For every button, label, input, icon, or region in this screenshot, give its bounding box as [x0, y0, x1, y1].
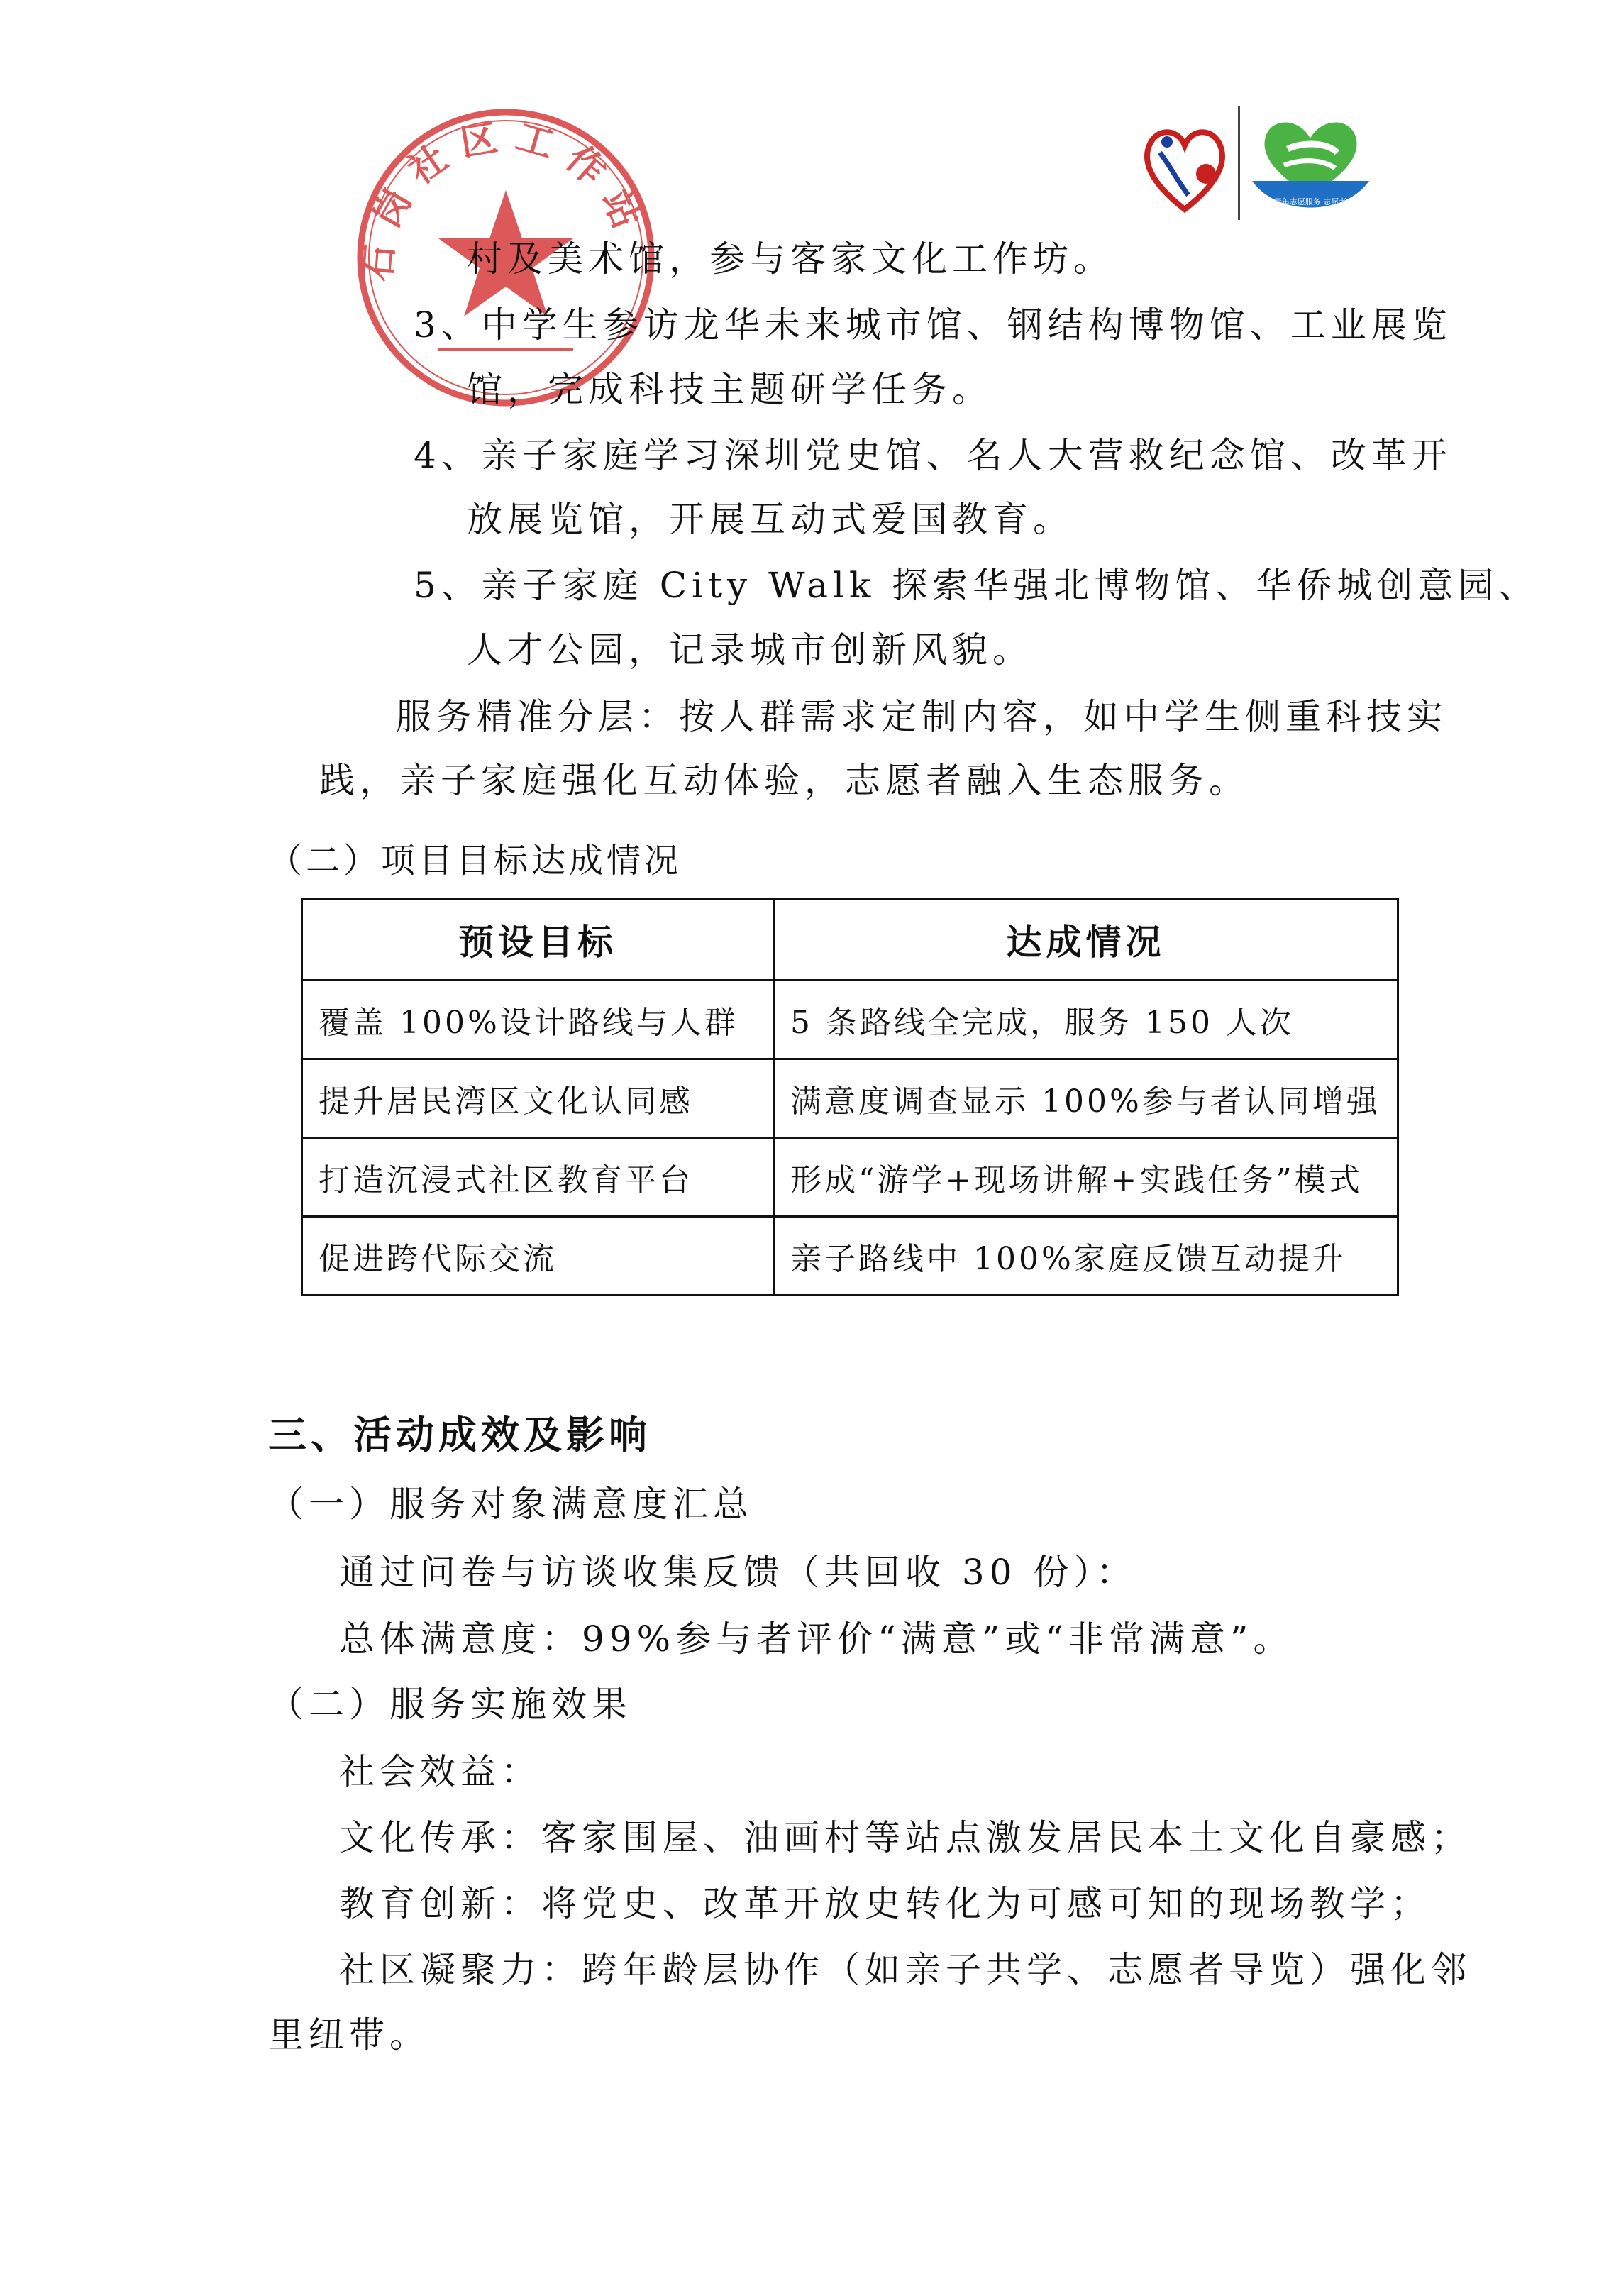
subsection-heading: （一）服务对象满意度汇总: [268, 1484, 753, 1525]
paragraph-line: 文化传承：客家围屋、油画村等站点激发居民本土文化自豪感；: [339, 1817, 1471, 1858]
paragraph-line: 社区凝聚力：跨年龄层协作（如亲子共学、志愿者导览）强化邻: [339, 1949, 1471, 1990]
paragraph-line: 通过问卷与访谈收集反馈（共回收 30 份）：: [339, 1552, 1137, 1593]
paragraph-line: 社会效益：: [339, 1751, 541, 1792]
paragraph-line: 里纽带。: [268, 2014, 430, 2055]
paragraph-line: 总体满意度：99%参与者评价“满意”或“非常满意”。: [339, 1618, 1294, 1660]
logo-caption: 青年志愿服务·志愿者: [1273, 197, 1347, 206]
table-cell: 促进跨代际交流: [302, 1217, 774, 1296]
list-line: 馆，完成科技主题研学任务。: [467, 369, 992, 410]
volunteer-heart-logo-icon: [1139, 114, 1231, 220]
table-cell: 形成“游学+现场讲解+实践任务”模式: [774, 1138, 1398, 1217]
paragraph-line: 教育创新：将党史、改革开放史转化为可感可知的现场教学；: [339, 1883, 1431, 1924]
list-item-5: 5、亲子家庭 City Walk 探索华强北博物馆、华侨城创意园、: [414, 565, 1539, 606]
paragraph-line: 践，亲子家庭强化互动体验，志愿者融入生态服务。: [319, 760, 1249, 801]
table-row: [302, 1059, 1398, 1138]
table-row: [302, 1138, 1398, 1217]
green-heart-bowl-logo-icon: [1249, 110, 1373, 220]
table-cell: 打造沉浸式社区教育平台: [302, 1138, 774, 1217]
table-cell: 5 条路线全完成，服务 150 人次: [774, 981, 1398, 1059]
table-cell: 满意度调查显示 100%参与者认同增强: [774, 1059, 1398, 1138]
table-header-cell: 达成情况: [774, 899, 1398, 981]
subsection-heading: （二）服务实施效果: [268, 1684, 632, 1725]
table-row: [302, 1217, 1398, 1296]
list-item-3: 3、中学生参访龙华未来城市馆、钢结构博物馆、工业展览: [414, 304, 1452, 346]
list-line: 人才公园，记录城市创新风貌。: [467, 629, 1033, 670]
subsection-heading: （二）项目目标达成情况: [268, 841, 682, 881]
logo-divider: [1238, 106, 1240, 220]
table-cell: 提升居民湾区文化认同感: [302, 1059, 774, 1138]
table-header-cell: 预设目标: [302, 899, 774, 981]
list-item-4: 4、亲子家庭学习深圳党史馆、名人大营救纪念馆、改革开: [414, 435, 1452, 476]
table-row: [302, 981, 1398, 1059]
goals-table: [301, 898, 1399, 1296]
table-cell: 亲子路线中 100%家庭反馈互动提升: [774, 1217, 1398, 1296]
list-line: 村及美术馆，参与客家文化工作坊。: [467, 238, 1114, 280]
section-heading: 三、活动成效及影响: [268, 1413, 651, 1457]
paragraph-line: 服务精准分层：按人群需求定制内容，如中学生侧重科技实: [396, 696, 1447, 737]
table-header-row: [302, 899, 1398, 981]
table-cell: 覆盖 100%设计路线与人群: [302, 981, 774, 1059]
stamp-text: 石岗社区工作站: [356, 114, 653, 283]
list-line: 放展览馆，开展互动式爱国教育。: [467, 499, 1073, 540]
